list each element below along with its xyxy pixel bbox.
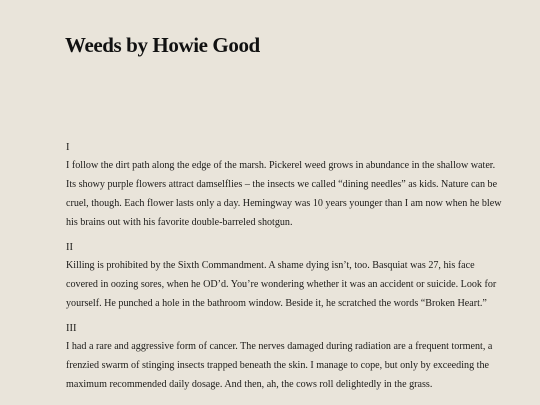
poem-section-1 [66, 139, 502, 232]
paragraph-line: Killing is prohibited by the Sixth Commandment. A shame dying isn’t, too. Basquiat was 27, his face [66, 260, 475, 271]
section-numeral: III [66, 323, 77, 334]
poem-body [66, 139, 502, 401]
section-paragraph [66, 256, 497, 313]
paragraph-line: Its showy purple flowers attract damselflies – the insects we called “dining needles” as kids. Nature can be [66, 179, 498, 190]
paragraph-line: I had a rare and aggressive form of cancer. The nerves damaged during radiation are a frequent torment, a [66, 341, 493, 352]
poem-section-3 [66, 320, 493, 394]
section-paragraph [66, 156, 502, 232]
paragraph-line: his brains out with his favorite double-barreled shotgun. [66, 217, 293, 228]
paragraph-line: I follow the dirt path along the edge of the marsh. Pickerel weed grows in abundance in the shallow water. [66, 160, 496, 171]
paragraph-line: covered in oozing sores, when he OD’d. You’re wondering whether it was an accident or suicide. Look for [66, 279, 497, 290]
poem-section-2 [66, 239, 497, 313]
section-numeral: I [66, 142, 70, 153]
section-numeral: II [66, 242, 73, 253]
paragraph-line: frenzied swarm of stinging insects trapped beneath the skin. I manage to cope, but only by exceeding the [66, 360, 489, 371]
paragraph-line: yourself. He punched a hole in the bathroom window. Beside it, he scratched the words “Broken Heart.” [66, 298, 487, 309]
paragraph-line: maximum recommended daily dosage. And then, ah, the cows roll delightedly in the grass. [66, 379, 433, 390]
section-paragraph [66, 337, 493, 394]
paragraph-line: cruel, though. Each flower lasts only a day. Hemingway was 10 years younger than I am now when he blew [66, 198, 502, 209]
article-title: Weeds by Howie Good [65, 33, 260, 57]
